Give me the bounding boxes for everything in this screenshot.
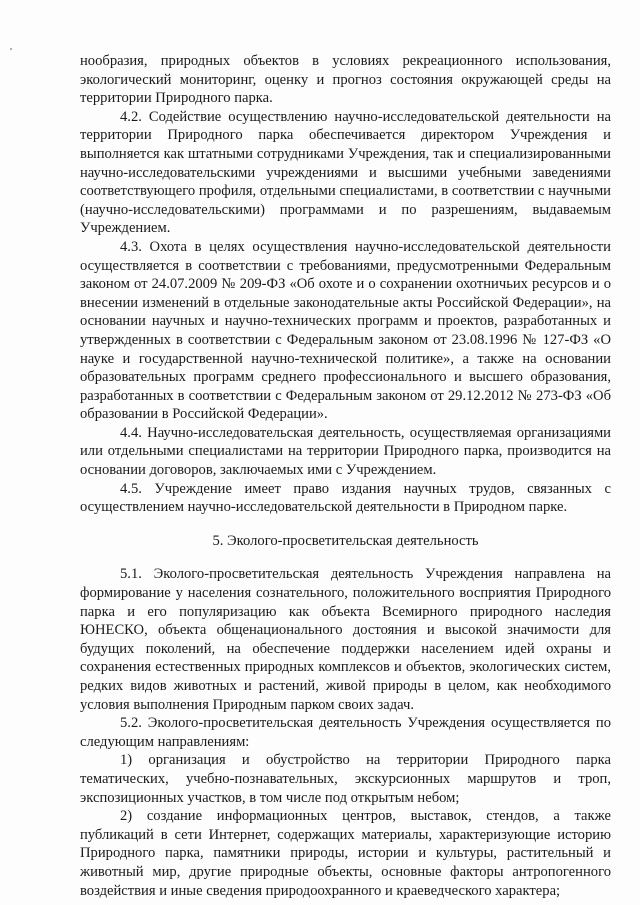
paragraph-5-2: 5.2. Эколого-просветительская деятельность Учреждения осуществляется по следующим направлениям:	[80, 715, 611, 750]
paragraph-continuation: нообразия, природных объектов в условиях рекреационного использования, экологический мониторинг, оценку и прогноз состояния окружающей среды на территории Природного парка.	[80, 53, 611, 107]
section-heading: 5. Эколого-просветительская деятельность	[212, 532, 479, 549]
paragraph-4-3: 4.3. Охота в целях осуществления научно-исследовательской деятельности осуществляется в соответствии с требованиями, предусмотренными Федеральным законом от 24.07.2009 № 209-ФЗ «Об охоте и о сохранении охотничьих ресурсов и о внесении изменений в отдельные законодательные акты Российской Федерации», на основании научных и научно-технических программ и проектов, разработанных и утвержденных в соответствии с Федеральным законом от 23.08.1996 № 127-ФЗ «О науке и государственной научно-технической политике», а также на основании образовательных программ среднего профессионального и высшего образования, разработанных в соответствии с Федеральным законом от 29.12.2012 № 273-ФЗ «Об образовании в Российской Федерации».	[80, 238, 611, 423]
paragraph-4-5: 4.5. Учреждение имеет право издания научных трудов, связанных с осуществлением научно-исследовательской деятельности в Природном парке.	[80, 480, 611, 516]
paragraph-4-4: 4.4. Научно-исследовательская деятельность, осуществляемая организациями или отдельными специалистами на территории Природного парка, производится на основании договоров, заключаемых ими с Учреждением.	[80, 424, 611, 479]
scan-dot	[10, 48, 12, 50]
paragraph-5-1: 5.1. Эколого-просветительская деятельность Учреждения направлена на формирование у населения сознательного, положительного восприятия Природного парка и его популяризацию как объекта Всемирного природного наследия ЮНЕСКО, объекта общенационального достояния и высокой значимости для будущих поколений, на обеспечение поддержки населением идей охраны и сохранения естественных природных комплексов и объектов, экологических систем, редких видов животных и растений, живой природы в целом, как необходимого условия выполнения Природным парком своих задач.	[80, 566, 611, 713]
document-body	[80, 52, 611, 900]
list-item-2: 2) создание информационных центров, выставок, стендов, а также публикаций в сети Интернет, содержащих материалы, характеризующие историю Природного парка, памятники природы, истории и культуры, растительный и животный мир, другие природные объекты, основные факторы антропогенного воздействия и иные сведения природоохранного и краеведческого характера;	[80, 808, 611, 899]
paragraph-4-2: 4.2. Содействие осуществлению научно-исследовательской деятельности на территории Природного парка обеспечивается директором Учреждения и выполняется как штатными сотрудниками Учреждения, так и специализированными научно-исследовательскими учреждениями и высшими учебными заведениями соответствующего профиля, отдельными специалистами, в соответствии с научными (научно-исследовательскими) программами и по разрешениям, выдаваемым Учреждением.	[80, 108, 611, 237]
list-item-1: 1) организация и обустройство на территории Природного парка тематических, учебно-познавательных, экскурсионных маршрутов и троп, экспозиционных участков, в том числе под открытым небом;	[80, 752, 611, 806]
